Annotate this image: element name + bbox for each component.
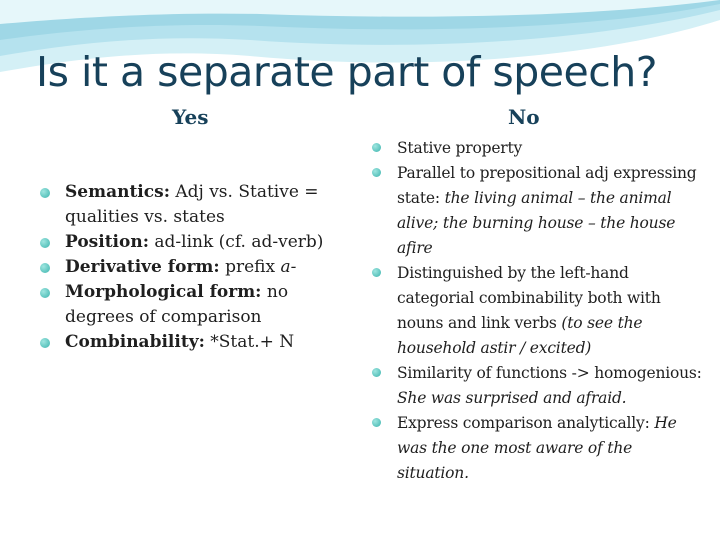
item-example: a- (280, 257, 297, 277)
bullet-icon (372, 168, 381, 177)
no-column-heading: No (508, 105, 540, 129)
list-item (372, 361, 708, 411)
item-example: the living animal – the animal alive; the burning house – the house afire (397, 189, 676, 257)
list-item (40, 255, 358, 280)
page-title: Is it a separate part of speech? (36, 48, 657, 96)
bullet-icon (372, 418, 381, 427)
bullet-icon (40, 188, 50, 198)
bullet-icon (372, 268, 381, 277)
item-text: *Stat.+ N (204, 332, 295, 352)
item-example: She was surprised and afraid. (397, 389, 627, 407)
yes-list (40, 180, 358, 355)
yes-column-heading: Yes (172, 105, 209, 129)
bullet-icon (40, 338, 50, 348)
list-item (372, 411, 708, 486)
bullet-icon (372, 368, 381, 377)
list-item (372, 261, 708, 361)
item-text: Express comparison analytically: (397, 414, 655, 432)
bullet-icon (40, 263, 50, 273)
item-term: Semantics: (65, 182, 170, 202)
list-item (40, 230, 358, 255)
list-item (40, 280, 358, 330)
item-example: He was the one most aware of the situation. (397, 414, 677, 482)
list-item (40, 180, 358, 230)
item-text: Adj vs. Stative = qualities vs. states (65, 182, 319, 227)
item-text: Distinguished by the left-hand categorial combinability both with nouns and link verbs (397, 264, 661, 332)
item-term: Derivative form: (65, 257, 220, 277)
no-list (372, 136, 708, 486)
bullet-icon (372, 143, 381, 152)
item-text: Parallel to prepositional adj expressing state: (397, 164, 697, 207)
list-item (40, 330, 358, 355)
item-term: Position: (65, 232, 149, 252)
item-text: no degrees of comparison (65, 282, 289, 327)
item-text: prefix (219, 257, 281, 277)
item-text: Similarity of functions -> homogenious: (397, 364, 702, 382)
bullet-icon (40, 238, 50, 248)
item-text: Stative property (397, 139, 523, 157)
item-example: (to see the household astir / excited) (397, 314, 643, 357)
item-text: ad-link (cf. ad-verb) (148, 232, 324, 252)
list-item (372, 136, 708, 161)
item-term: Combinability: (65, 332, 205, 352)
list-item (372, 161, 708, 261)
item-term: Morphological form: (65, 282, 262, 302)
bullet-icon (40, 288, 50, 298)
